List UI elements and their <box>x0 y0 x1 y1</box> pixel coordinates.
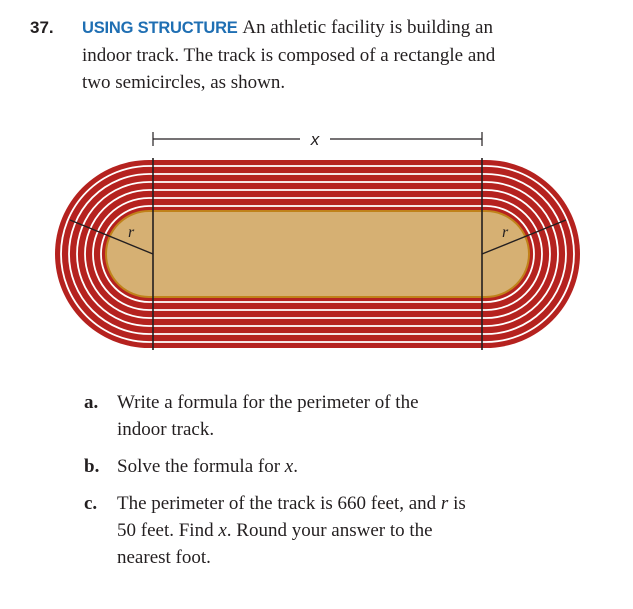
intro-line-3: two semicircles, as shown. <box>82 72 286 93</box>
part-a-line-1: Write a formula for the perimeter of the <box>117 392 419 413</box>
right-radius-label: r <box>502 224 509 241</box>
part-c-line-1a: The perimeter of the track is 660 feet, and <box>117 493 437 514</box>
part-c-text <box>117 490 554 571</box>
intro-line-1: An athletic facility is building an <box>242 17 493 38</box>
part-b-text <box>117 453 554 480</box>
part-c-line-2a: 50 feet. Find <box>117 520 214 541</box>
part-b-end: . <box>293 456 298 477</box>
part-c-line-3: nearest foot. <box>117 547 211 568</box>
part-c-var-r: r <box>440 493 449 514</box>
part-b-var: x <box>284 456 294 477</box>
track-figure <box>50 125 590 360</box>
part-c-label: c. <box>84 493 98 514</box>
part-c-line-2b: . Round your answer to the <box>226 520 433 541</box>
problem-topic: USING STRUCTURE <box>82 19 238 37</box>
part-a <box>84 389 554 443</box>
part-c <box>84 490 554 571</box>
x-label: x <box>310 130 320 149</box>
problem-parts <box>84 389 554 581</box>
problem-header <box>30 14 620 42</box>
part-a-text <box>117 389 554 443</box>
part-b-line: Solve the formula for <box>117 456 281 477</box>
part-a-label: a. <box>84 392 99 413</box>
x-dimension <box>153 130 482 149</box>
problem-statement <box>30 14 620 96</box>
part-a-line-2: indoor track. <box>117 419 215 440</box>
part-c-line-1b: is <box>453 493 466 514</box>
part-b <box>84 453 554 480</box>
part-b-label: b. <box>84 456 100 477</box>
left-radius-label: r <box>128 224 135 241</box>
track-diagram <box>50 125 590 360</box>
infield <box>106 211 529 297</box>
problem-number: 37. <box>30 18 54 37</box>
part-c-var-x: x <box>218 520 227 541</box>
intro-line-2: indoor track. The track is composed of a rectangle and <box>82 45 496 66</box>
